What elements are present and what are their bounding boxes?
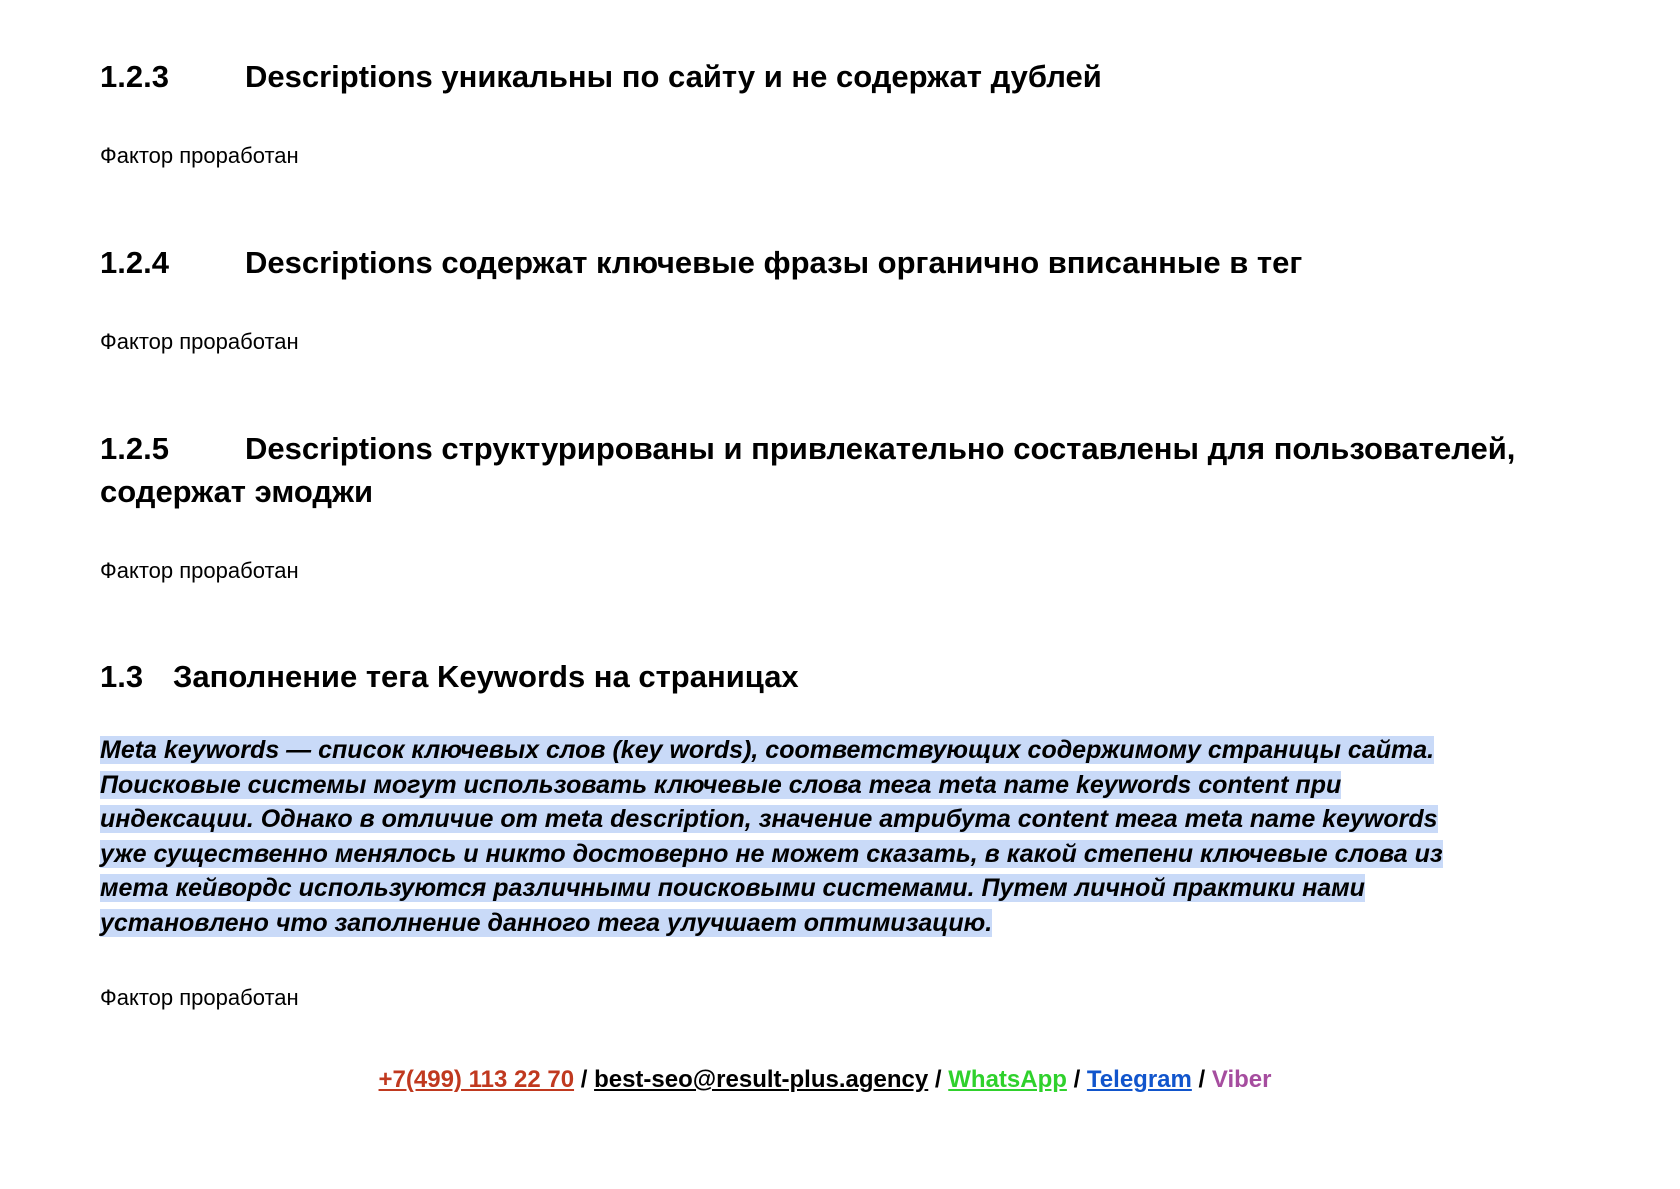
description-line: мета кейвордс используются различными поисковыми системами. Путем личной практики нами: [100, 874, 1365, 902]
description-line: индексации. Однако в отличие от meta description, значение атрибута content тега meta name keywords: [100, 805, 1438, 833]
section-status-1-2-4: Фактор проработан: [100, 329, 299, 354]
section-title: Descriptions структурированы и привлекательно составлены для пользователей, содержат эмоджи: [100, 431, 1516, 509]
section-heading-1-3: [100, 655, 1540, 698]
telegram-link[interactable]: Telegram: [1086, 1066, 1192, 1093]
section-number: 1.2.4: [100, 245, 169, 280]
phone-link[interactable]: +7(499) 113 22 70: [378, 1066, 575, 1093]
separator: /: [1066, 1066, 1087, 1093]
section-heading-1-2-5: [100, 427, 1540, 513]
section-heading-1-2-4: [100, 241, 1540, 284]
section-status-1-2-5: Фактор проработан: [100, 558, 299, 583]
section-title: Descriptions уникальны по сайту и не содержат дублей: [245, 59, 1102, 94]
email-link[interactable]: best-seo@result-plus.agency: [594, 1066, 929, 1093]
viber-link[interactable]: Viber: [1211, 1066, 1272, 1093]
keywords-description: [100, 733, 1520, 940]
section-title: Заполнение тега Keywords на страницах: [173, 659, 799, 694]
section-status-1-2-3: Фактор проработан: [100, 143, 299, 168]
section-heading-1-2-3: [100, 55, 1540, 98]
separator: /: [1191, 1066, 1212, 1093]
description-line: Поисковые системы могут использовать ключевые слова тега meta name keywords content при: [100, 770, 1342, 799]
section-number: 1.2.5: [100, 431, 169, 466]
separator: /: [928, 1066, 949, 1093]
contact-footer: [0, 1063, 1650, 1097]
section-number: 1.3: [100, 659, 144, 694]
description-line: Meta keywords — список ключевых слов (key words), соответствующих содержимому страницы сайта.: [100, 736, 1435, 764]
section-title: Descriptions содержат ключевые фразы органично вписанные в тег: [245, 245, 1303, 280]
whatsapp-link[interactable]: WhatsApp: [948, 1066, 1067, 1093]
separator: /: [574, 1066, 595, 1093]
section-number: 1.2.3: [100, 59, 169, 94]
section-status-1-3: Фактор проработан: [100, 985, 299, 1010]
description-line: установлено что заполнение данного тега улучшает оптимизацию.: [100, 908, 993, 937]
description-line: уже существенно менялось и никто достоверно не может сказать, в какой степени ключевые слова из: [100, 839, 1443, 868]
